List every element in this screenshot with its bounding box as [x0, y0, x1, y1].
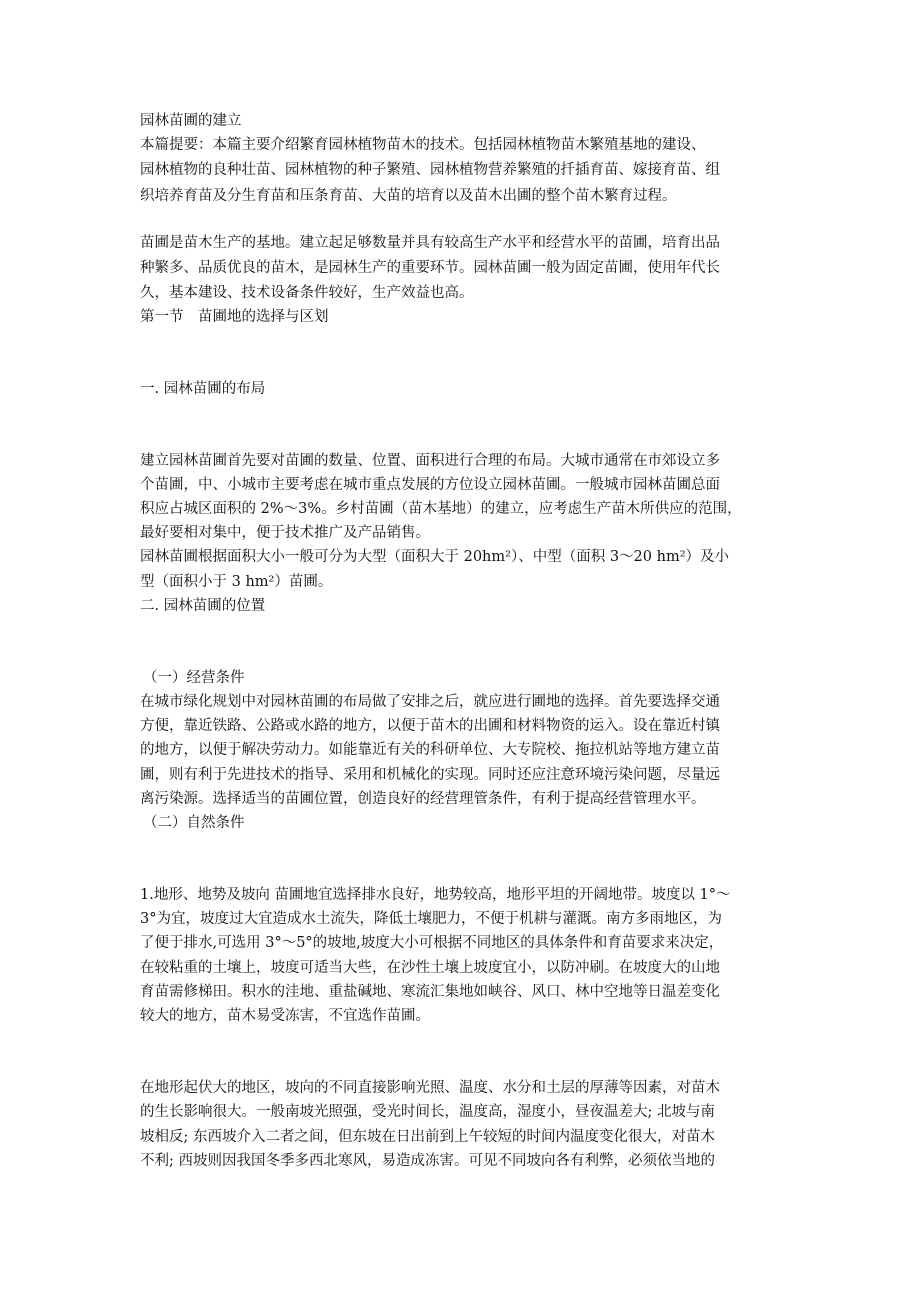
paragraph-line: 的地方，以便于解决劳动力。如能靠近有关的科研单位、大专院校、拖拉机站等地方建立苗 — [140, 742, 720, 758]
paragraph-line: 育苗需修梯田。积水的洼地、重盐碱地、寒流汇集地如峡谷、风口、林中空地等日温差变化 — [140, 984, 720, 1000]
paragraph-line: 个苗圃，中、小城市主要考虑在城市重点发展的方位设立园林苗圃。一般城市园林苗圃总面 — [140, 477, 720, 493]
paragraph-line: 在城市绿化规划中对园林苗圃的布局做了安排之后，就应进行圃地的选择。首先要选择交通 — [140, 694, 720, 710]
paragraph-line: 最好要相对集中，便于技术推广及产品销售。 — [140, 525, 430, 541]
subheading-nature: （二）自然条件 — [143, 815, 245, 831]
paragraph-line: 不利; 西坡则因我国冬季多西北寒风，易造成冻害。可见不同坡向各有利弊，必须依当地的 — [140, 1153, 715, 1169]
paragraph-line: 建立园林苗圃首先要对苗圃的数量、位置、面积进行合理的布局。大城市通常在市郊设立多 — [140, 453, 720, 469]
paragraph-line: 了便于排水,可选用 3°～5°的坡地,坡度大小可根据不同地区的具体条件和育苗要求来决定， — [140, 935, 724, 951]
subheading-business: （一）经营条件 — [143, 670, 245, 686]
paragraph-line: 离污染源。选择适当的苗圃位置，创造良好的经营理管条件，有利于提高经营管理水平。 — [140, 791, 706, 807]
paragraph-line: 圃，则有利于先进技术的指导、采用和机械化的实现。同时还应注意环境污染问题，尽量远 — [140, 767, 720, 783]
paragraph-line: 3°为宜，坡度过大宜造成水土流失，降低土壤肥力，不便于机耕与灌溉。南方多雨地区，为 — [140, 911, 722, 927]
heading-location: 二. 园林苗圃的位置 — [140, 598, 266, 614]
paragraph-line: 较大的地方，苗木易受冻害，不宜选作苗圃。 — [140, 1008, 430, 1024]
paragraph-line: 1.地形、地势及坡向 苗圃地宜选择排水良好，地势较高，地形平坦的开阔地带。坡度以 1°～ — [140, 887, 731, 903]
intro-line: 久，基本建设、技术设备条件较好，生产效益也高。 — [140, 285, 474, 301]
paragraph-line: 园林苗圃根据面积大小一般可分为大型（面积大于 20hm²）、中型（面积 3～20 hm²）及小 — [140, 549, 730, 565]
abstract-line: 本篇提要：本篇主要介绍繁育园林植物苗木的技术。包括园林植物苗木繁殖基地的建设、 — [140, 137, 706, 153]
paragraph-line: 方便，靠近铁路、公路或水路的地方，以便于苗木的出圃和材料物资的运入。设在靠近村镇 — [140, 718, 720, 734]
intro-line: 苗圃是苗木生产的基地。建立起足够数量并具有较高生产水平和经营水平的苗圃，培育出品 — [140, 235, 720, 251]
heading-layout: 一. 园林苗圃的布局 — [140, 381, 266, 397]
intro-line: 种繁多、品质优良的苗木，是园林生产的重要环节。园林苗圃一般为固定苗圃，使用年代长 — [140, 260, 720, 276]
paragraph-line: 型（面积小于 3 hm²）苗圃。 — [140, 574, 333, 590]
paragraph-line: 的生长影响很大。一般南坡光照强，受光时间长，温度高，湿度小，昼夜温差大; 北坡与南 — [140, 1104, 715, 1120]
section-heading: 第一节 苗圃地的选择与区划 — [140, 309, 329, 325]
paragraph-line: 在地形起伏大的地区，坡向的不同直接影响光照、温度、水分和土层的厚薄等因素，对苗木 — [140, 1080, 720, 1096]
page-title: 园林苗圃的建立 — [140, 113, 242, 129]
paragraph-line: 积应占城区面积的 2%～3%。乡村苗圃（苗木基地）的建立，应考虑生产苗木所供应的范围， — [140, 501, 742, 517]
abstract-line: 园林植物的良种壮苗、园林植物的种子繁殖、园林植物营养繁殖的扦插育苗、嫁接育苗、组 — [140, 162, 720, 178]
paragraph-line: 坡相反; 东西坡介入二者之间，但东坡在日出前到上午较短的时间内温度变化很大，对苗木 — [140, 1129, 715, 1145]
paragraph-line: 在较粘重的土壤上，坡度可适当大些，在沙性土壤上坡度宜小，以防冲刷。在坡度大的山地 — [140, 960, 720, 976]
abstract-line: 织培养育苗及分生育苗和压条育苗、大苗的培育以及苗木出圃的整个苗木繁育过程。 — [140, 188, 677, 204]
